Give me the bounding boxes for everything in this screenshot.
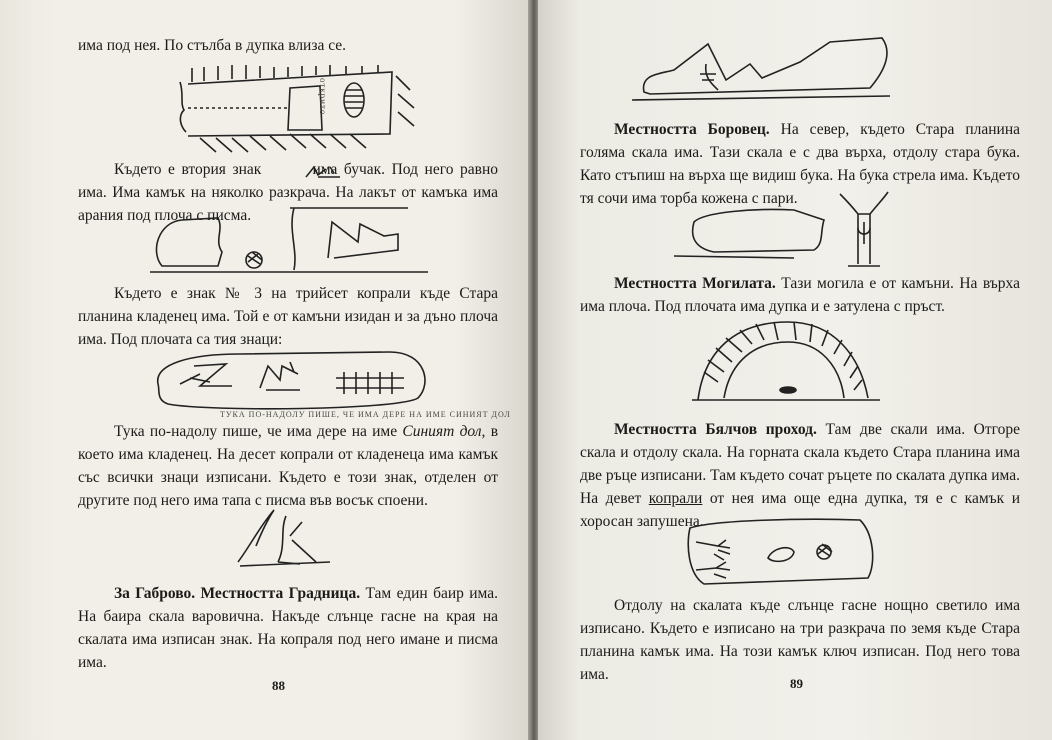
right-paragraph-1: Местността Боровец. На север, където Стара планина голяма скала има. Тази скала е с два върха, отдолу стара бука. Като стъпиш на върха ще видиш бука. На бука стрела има. Където тя сочи има торба кожена с пари. — [580, 121, 1020, 207]
left-paragraph-3: Където е знак № 3 на трийсет копрали къде Стара планина кладенец има. Той е от камъни изидан и за дъно плоча има. Под плочата са тия знаци: — [78, 285, 498, 348]
key-sign-drawing — [230, 506, 340, 576]
page-number-left: 88 — [272, 678, 285, 693]
drawing-label: открито — [318, 78, 328, 116]
left-paragraph-4: Тука по-надолу пише, че има дере на име Синият дол, в което има кладенец. На десет копрали от кладенеца има камък със всички знаци изписани. Където е този знак, отделен от другите под него има тапа с писма във восък споени. — [78, 423, 499, 509]
right-page — [538, 0, 1052, 740]
rock-beech-drawing — [674, 192, 914, 272]
two-peak-rock-drawing — [630, 34, 900, 106]
right-paragraph-4: Отдолу на скалата къде слънце гасне нощно светило има изписано. Където е изписано на три разкрача по земя къде Стара планина камък има. На този камък ключ изписан. Под него това има. — [580, 597, 1020, 683]
hands-rock-drawing — [684, 514, 884, 590]
rock-sign-drawing — [148, 200, 438, 280]
slab-signs-drawing — [150, 344, 511, 419]
sign-glyph-icon — [268, 163, 306, 177]
page-number-right: 89 — [790, 676, 803, 691]
right-paragraph-3: Местността Бялчов проход. Там две скали има. Отгоре скала и отдолу скала. На горната скала където Стара планина има две ръце изписани. Там където сочат ръцете по скалата дупка има. На девет копрали от нея има още една дупка, тя е с камък и хоросан запушена. — [580, 421, 1021, 530]
right-paragraph-2: Местността Могилата. Тази могила е от камъни. На върха има плоча. Под плочата има дупка и е затулена с пръст. — [580, 275, 1020, 315]
left-paragraph-5: За Габрово. Местността Градница. Там един баир има. На баира скала варовична. Накъде слънце гасне на края на скалата има изписан знак. На копраля под него имане и писма има. — [78, 585, 498, 671]
slab-caption: ТУКА ПО-НАДОЛУ ПИШЕ, ЧЕ ИМА ДЕРЕ НА ИМЕ СИНИЯТ ДОЛ — [220, 410, 511, 419]
stairs-hole-drawing — [170, 64, 430, 154]
left-paragraph-1: има под нея. По стълба в дупка влиза се. — [78, 37, 347, 54]
left-paragraph-2: Където е втория знак има бучак. Под него равно има. Има камък на няколко разкрача. На лакът от камъка има арания под плоча с писма. — [78, 161, 499, 224]
mound-drawing — [684, 312, 884, 404]
